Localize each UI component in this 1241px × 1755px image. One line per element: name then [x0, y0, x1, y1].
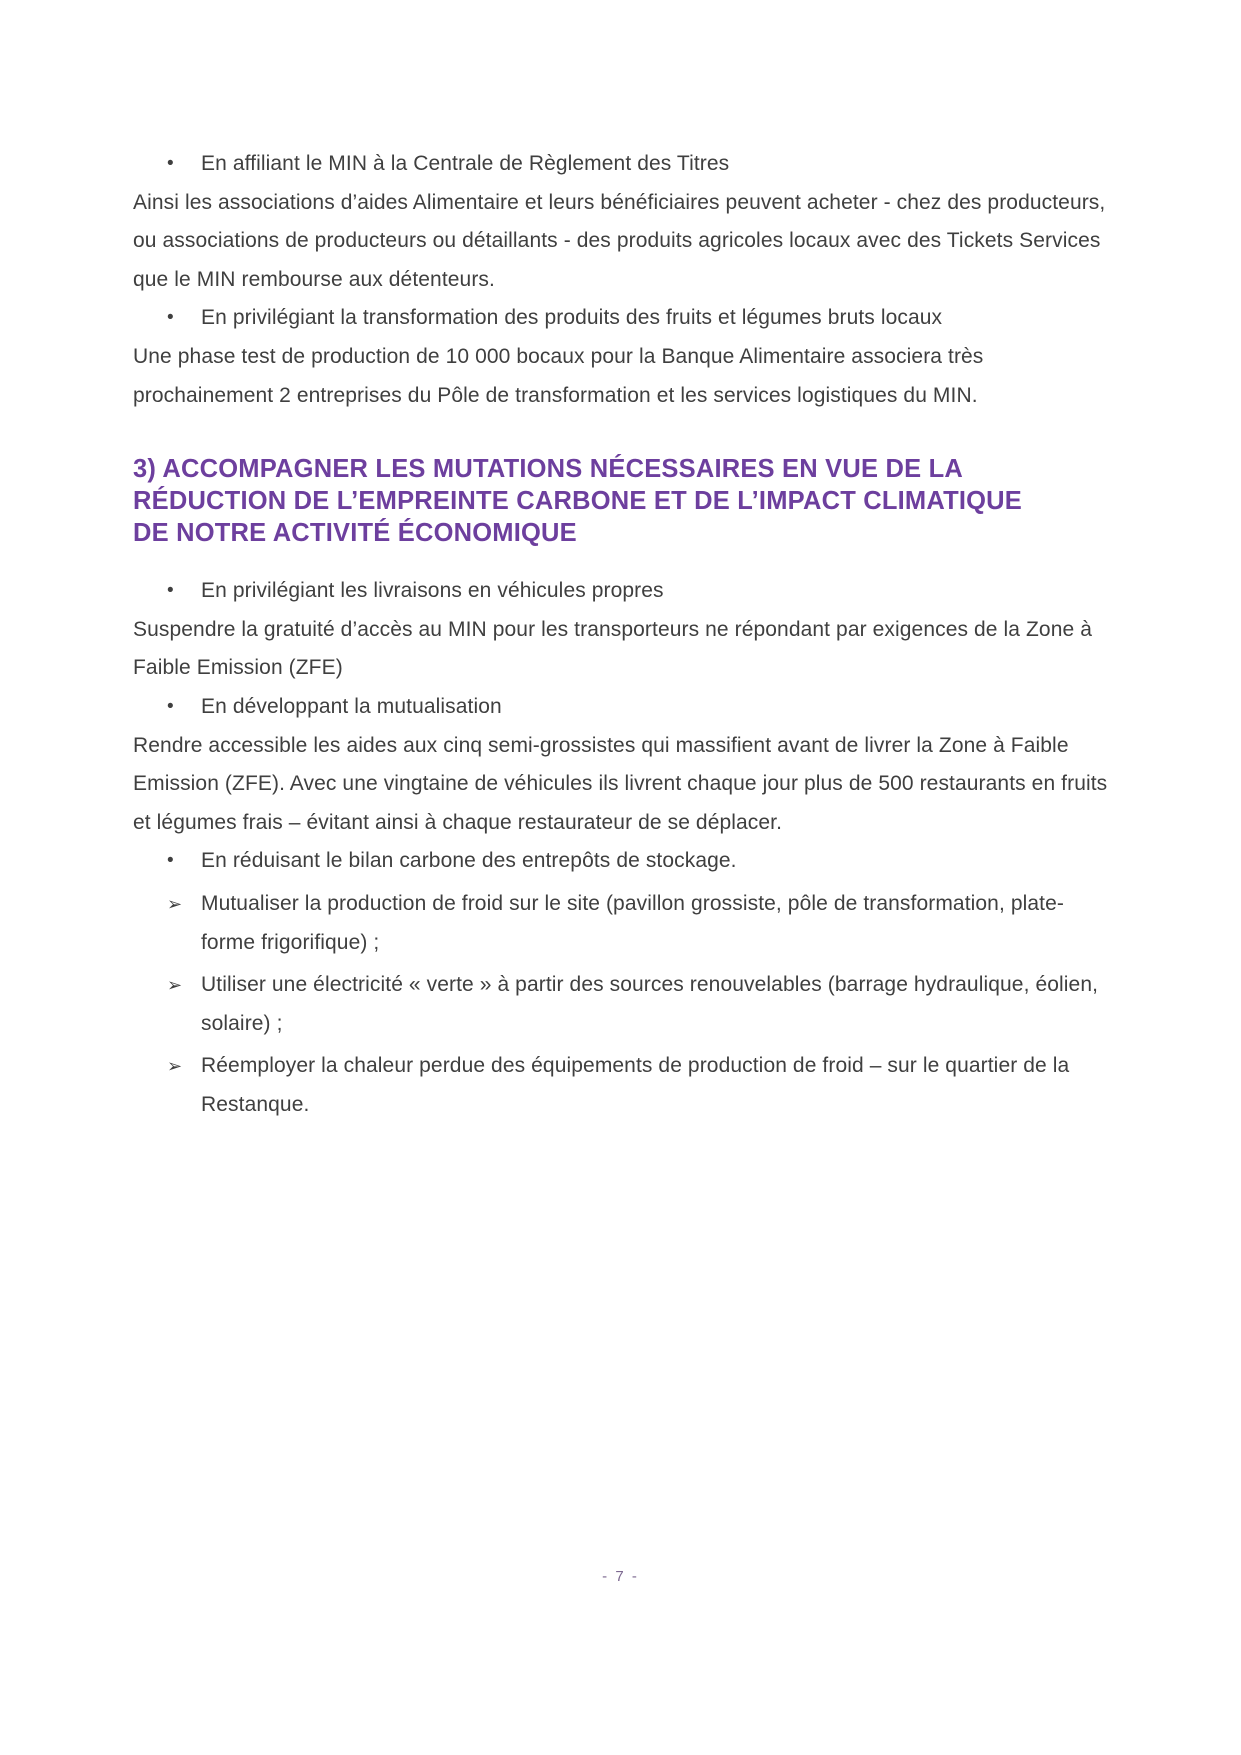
- bullet-icon: •: [167, 850, 174, 872]
- bullet-item: [133, 299, 1115, 338]
- document-content: [133, 145, 1115, 1124]
- bullet-item: [133, 688, 1115, 727]
- bullet-text: En privilégiant la transformation des produits des fruits et légumes bruts locaux: [201, 306, 943, 330]
- arrow-list-item: [133, 966, 1115, 1043]
- bullet-text: En réduisant le bilan carbone des entrepôts de stockage.: [201, 849, 737, 873]
- section-heading-line: RÉDUCTION DE L’EMPREINTE CARBONE ET DE L’IMPACT CLIMATIQUE: [133, 487, 1023, 516]
- bullet-text: En développant la mutualisation: [201, 694, 502, 718]
- bullet-icon: •: [167, 695, 174, 717]
- paragraph: Une phase test de production de 10 000 bocaux pour la Banque Alimentaire associera très prochainement 2 entreprises du Pôle de transformation et les services logistiques du MIN.: [133, 344, 984, 407]
- section-heading: [133, 453, 1115, 549]
- section-heading-line: 3) ACCOMPAGNER LES MUTATIONS NÉCESSAIRES EN VUE DE LA: [133, 455, 963, 484]
- page-number: - 7 -: [602, 1568, 639, 1585]
- bullet-item: [133, 842, 1115, 881]
- arrow-item-text: Mutualiser la production de froid sur le site (pavillon grossiste, pôle de transformation, plate-forme frigorifique) ;: [201, 891, 1064, 954]
- bullet-icon: •: [167, 153, 174, 174]
- bullet-item: [133, 145, 1115, 184]
- arrow-bullet-icon: ➢: [167, 893, 183, 914]
- bullet-text: En affiliant le MIN à la Centrale de Règlement des Titres: [201, 152, 730, 175]
- paragraph: Ainsi les associations d’aides Alimentaire et leurs bénéficiaires peuvent acheter - chez des producteurs, ou associations de producteurs ou détaillants - des produits agricoles locaux avec des Tickets Services que le MIN rembourse aux détenteurs.: [133, 190, 1106, 291]
- bullet-text: En privilégiant les livraisons en véhicules propres: [201, 579, 664, 603]
- bullet-icon: •: [167, 580, 174, 602]
- arrow-bullet-icon: ➢: [167, 1056, 183, 1077]
- arrow-list-item: [133, 885, 1115, 962]
- bullet-icon: •: [167, 307, 174, 329]
- paragraph: Rendre accessible les aides aux cinq semi-grossistes qui massifient avant de livrer la Zone à Faible Emission (ZFE). Avec une vingtaine de véhicules ils livrent chaque jour plus de 500 restaurants en fruits et légumes frais – évitant ainsi à chaque restaurateur de se déplacer.: [133, 733, 1108, 834]
- arrow-list-item: [133, 1047, 1115, 1124]
- arrow-item-text: Utiliser une électricité « verte » à partir des sources renouvelables (barrage hydraulique, éolien, solaire) ;: [201, 973, 1099, 1035]
- bullet-item: [133, 572, 1115, 611]
- section-heading-line: DE NOTRE ACTIVITÉ ÉCONOMIQUE: [133, 519, 577, 548]
- arrow-bullet-icon: ➢: [167, 975, 183, 996]
- paragraph: Suspendre la gratuité d’accès au MIN pour les transporteurs ne répondant par exigences de la Zone à Faible Emission (ZFE): [133, 617, 1092, 680]
- arrow-item-text: Réemployer la chaleur perdue des équipements de production de froid – sur le quartier de la Restanque.: [201, 1054, 1070, 1116]
